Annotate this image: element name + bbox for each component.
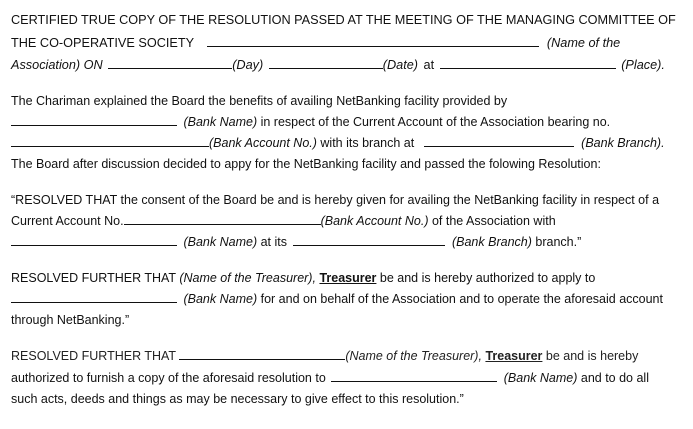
society-label: THE CO-OPERATIVE SOCIETY xyxy=(11,36,194,50)
date-hint: (Date) xyxy=(382,58,418,72)
para3-text-2: for and on behalf of the Association and to operate the aforesaid account xyxy=(260,292,663,306)
para4-bank-name-field[interactable] xyxy=(331,369,497,382)
para2-current-account-label: Current Account No. xyxy=(11,214,124,228)
at-label: at xyxy=(423,58,435,72)
para1-text-2: in respect of the Current Account of the Association bearing no. xyxy=(260,115,611,129)
para2-account-no-field[interactable] xyxy=(124,212,321,225)
para1-text-4: The Board after discussion decided to appy for the NetBanking facility and passed the folowing Resolution: xyxy=(11,157,601,171)
para4-treasurer-label: Treasurer xyxy=(485,349,543,363)
place-hint: (Place). xyxy=(621,58,665,72)
header-line-3 xyxy=(11,56,665,74)
header-line-2 xyxy=(11,34,620,52)
para4-bank-name-hint: (Bank Name) xyxy=(503,371,578,385)
header-line-1 xyxy=(11,11,676,29)
date-field[interactable] xyxy=(269,56,383,69)
para1-line-1 xyxy=(11,92,507,110)
para1-bank-name-hint: (Bank Name) xyxy=(183,115,258,129)
para2-of-association-text: of the Association with xyxy=(431,214,556,228)
para4-treasurer-field[interactable] xyxy=(179,347,345,360)
para2-bank-name-field[interactable] xyxy=(11,233,177,246)
para4-text-2a: authorized to furnish a copy of the aforesaid resolution to xyxy=(11,371,326,385)
para2-at-its-text: at its xyxy=(260,235,288,249)
para2-text-1: “RESOLVED THAT the consent of the Board be and is hereby given for availing the NetBanking facility in respect of a xyxy=(11,193,660,207)
name-of-association-hint: (Name of the xyxy=(546,36,621,50)
para2-branch-field[interactable] xyxy=(293,233,445,246)
para3-text-3: through NetBanking.” xyxy=(11,313,130,327)
para3-bank-name-field[interactable] xyxy=(11,290,177,303)
place-field[interactable] xyxy=(440,56,616,69)
para3-lead-text: RESOLVED FURTHER THAT xyxy=(11,271,176,285)
para2-line-3 xyxy=(11,233,581,251)
para4-lead-text: RESOLVED FURTHER THAT xyxy=(11,349,176,363)
para3-bank-name-hint: (Bank Name) xyxy=(183,292,258,306)
para4-treasurer-name-hint: (Name of the Treasurer), xyxy=(345,349,482,363)
para2-line-1 xyxy=(11,191,659,209)
para3-line-3 xyxy=(11,311,129,329)
para1-account-no-hint: (Bank Account No.) xyxy=(209,136,317,150)
para4-line-1 xyxy=(11,347,638,365)
para3-treasurer-label: Treasurer xyxy=(319,271,377,285)
para1-bank-name-field[interactable] xyxy=(11,113,177,126)
para4-text-3: such acts, deeds and things as may be necessary to give effect to this resolution.” xyxy=(11,392,464,406)
para4-text-1: be and is hereby xyxy=(545,349,639,363)
para1-branch-field[interactable] xyxy=(424,134,574,147)
association-on-label: Association) ON xyxy=(11,58,103,72)
para4-line-2 xyxy=(11,369,649,387)
para4-line-3 xyxy=(11,390,464,408)
para3-text-1: be and is hereby authorized to apply to xyxy=(379,271,596,285)
header-title: CERTIFIED TRUE COPY OF THE RESOLUTION PASSED AT THE MEETING OF THE MANAGING COMMITTEE OF xyxy=(11,13,676,27)
para1-line-3 xyxy=(11,134,665,152)
para4-text-2b: and to do all xyxy=(580,371,649,385)
para1-account-no-field[interactable] xyxy=(11,134,209,147)
society-name-field[interactable] xyxy=(207,34,539,47)
para2-branch-end-text: branch.” xyxy=(535,235,582,249)
para1-line-2 xyxy=(11,113,610,131)
para1-text-1: The Chariman explained the Board the benefits of availing NetBanking facility provided by xyxy=(11,94,508,108)
day-hint: (Day) xyxy=(232,58,264,72)
para3-treasurer-name-hint: (Name of the Treasurer), xyxy=(179,271,316,285)
para1-line-4 xyxy=(11,155,601,173)
para1-branch-hint: (Bank Branch). xyxy=(581,136,665,150)
para2-branch-hint: (Bank Branch) xyxy=(451,235,532,249)
day-field[interactable] xyxy=(108,56,232,69)
para2-account-no-hint: (Bank Account No.) xyxy=(320,214,429,228)
para3-line-1 xyxy=(11,269,595,287)
para2-line-2 xyxy=(11,212,556,230)
para3-line-2 xyxy=(11,290,663,308)
para1-with-branch-text: with its branch at xyxy=(320,136,415,150)
para2-bank-name-hint: (Bank Name) xyxy=(183,235,258,249)
